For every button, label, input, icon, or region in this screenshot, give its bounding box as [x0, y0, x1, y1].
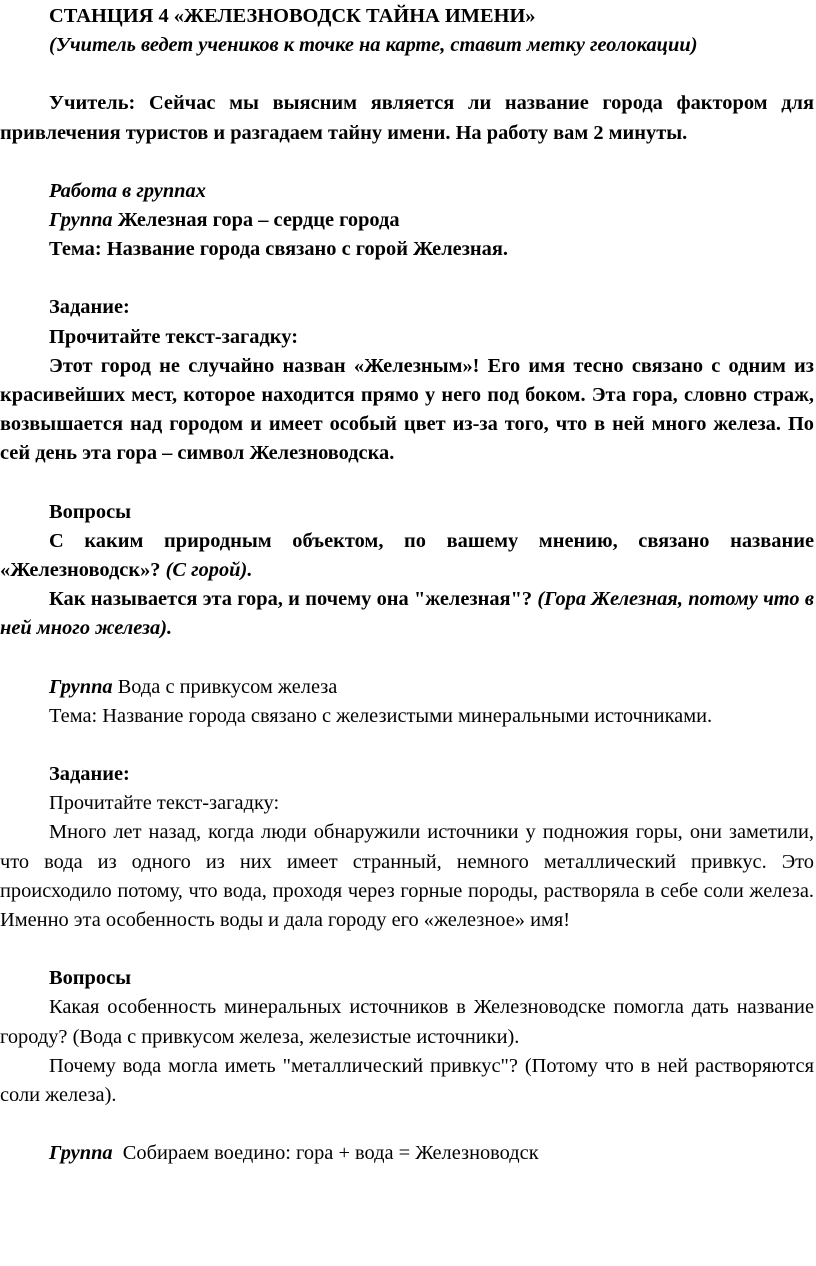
- group1-questions-label: Вопросы: [49, 500, 132, 523]
- group2-questions-label: Вопросы: [49, 967, 132, 990]
- group1-q2-answer: (Гора Железная, потому что в ней много железа).: [0, 588, 814, 640]
- group1-heading: [0, 206, 814, 235]
- group2-question-1: Какая особенность минеральных источников в Железноводске помогла дать название городу? (Вода с привкусом железа, железистые источники).: [0, 996, 814, 1048]
- spacer: [0, 264, 814, 293]
- group3-group-word: Группа: [49, 1142, 113, 1165]
- work-in-groups-label: Работа в группах: [49, 179, 206, 202]
- group2-heading: [0, 673, 814, 702]
- group3-heading: [0, 1139, 814, 1168]
- group2-name: Вода с привкусом железа: [112, 675, 338, 698]
- group2-question-2: Почему вода могла иметь "металлический привкус"? (Потому что в ней растворяются соли железа).: [0, 1054, 814, 1107]
- group2-theme: Тема: Название города связано с железистыми минеральными источниками.: [49, 704, 713, 727]
- teacher-intro: Учитель: Сейчас мы выясним является ли название города фактором для привлечения туристов и разгадаем тайну имени. На работу вам 2 минуты.: [0, 92, 814, 144]
- spacer: [0, 644, 814, 673]
- group1-task-label: Задание:: [49, 296, 130, 319]
- group1-riddle: Этот город не случайно назван «Железным»! Его имя тесно связано с одним из красивейших мест, которое находится прямо у него под боком. Эта гора, словно страж, возвышается над городом и имеет особый цвет из-за того, что в ней много железа. По сей день эта гора – символ Железноводска.: [0, 354, 814, 465]
- spacer: [0, 731, 814, 760]
- spacer: [0, 60, 814, 89]
- spacer: [0, 148, 814, 177]
- group1-name: Железная гора – сердце города: [112, 209, 400, 232]
- group2-read-prompt: Прочитайте текст-загадку:: [49, 792, 280, 815]
- group1-question-2: [0, 585, 814, 643]
- spacer: [0, 469, 814, 498]
- group1-read-prompt: Прочитайте текст-загадку:: [49, 325, 298, 348]
- group1-question-1: [0, 527, 814, 585]
- group1-theme: Тема: Название города связано с горой Железная.: [49, 238, 508, 261]
- group1-q1-answer: (С горой).: [160, 559, 253, 582]
- group1-q2-text: Как называется эта гора, и почему она "железная"?: [49, 588, 533, 611]
- spacer: [0, 935, 814, 964]
- group2-task-label: Задание:: [49, 763, 130, 786]
- group3-name: Собираем воедино: гора + вода = Железноводск: [112, 1142, 539, 1165]
- group2-riddle: Много лет назад, когда люди обнаружили источники у подножия горы, они заметили, что вода из одного из них имеет странный, немного металлический привкус. Это происходило потому, что вода, проходя через горные породы, растворяла в себе соли железа. Именно эта особенность воды и дала городу его «железное» имя!: [0, 821, 814, 932]
- group1-group-word: Группа: [49, 209, 113, 232]
- group1-q1-text: С каким природным объектом, по вашему мнению, связано название «Железноводск»?: [0, 529, 814, 582]
- group2-group-word: Группа: [49, 675, 113, 698]
- stage-direction: (Учитель ведет учеников к точке на карте, ставит метку геолокации): [49, 34, 698, 57]
- spacer: [0, 1110, 814, 1139]
- station-title: СТАНЦИЯ 4 «ЖЕЛЕЗНОВОДСК ТАЙНА ИМЕНИ»: [49, 5, 536, 27]
